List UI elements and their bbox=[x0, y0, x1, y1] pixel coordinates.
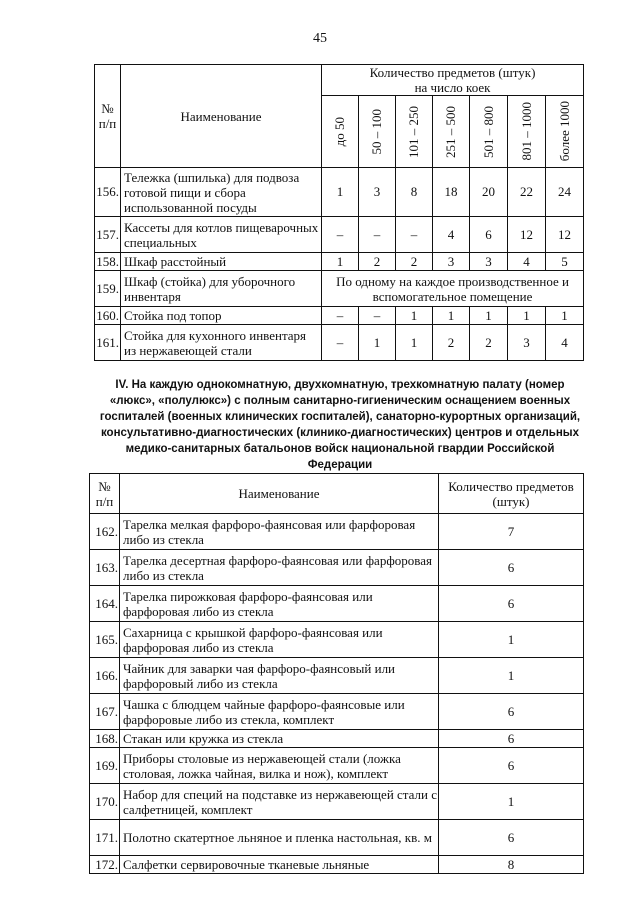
quantity-cell: 3 bbox=[470, 253, 508, 271]
row-number: 158. bbox=[96, 253, 119, 269]
row-number: 168. bbox=[90, 730, 120, 748]
quantity-cell: 4 bbox=[433, 217, 470, 253]
quantity-cell: 1 bbox=[396, 325, 433, 361]
item-name: Шкаф (стойка) для уборочного инвентаря bbox=[121, 271, 322, 307]
quantity-cell: 6 bbox=[439, 730, 584, 748]
quantity-cell: 5 bbox=[546, 253, 584, 271]
quantity-cell: 2 bbox=[433, 325, 470, 361]
quantity-cell: 1 bbox=[546, 307, 584, 325]
quantity-cell: 24 bbox=[546, 168, 584, 217]
header-quantity: Количество предметов (штук) bbox=[439, 474, 584, 514]
quantity-cell: 1 bbox=[470, 307, 508, 325]
item-name: Кассеты для котлов пищеварочных специальных bbox=[121, 217, 322, 253]
quantity-cell: 7 bbox=[439, 514, 584, 550]
quantity-cell: 2 bbox=[359, 253, 396, 271]
table-row bbox=[95, 271, 584, 307]
item-name: Шкаф расстойный bbox=[121, 253, 322, 271]
table-row bbox=[90, 748, 584, 784]
row-number: 166. bbox=[90, 658, 120, 694]
header-bed-range bbox=[508, 96, 546, 168]
header-bed-range bbox=[546, 96, 584, 168]
quantity-cell: 6 bbox=[439, 586, 584, 622]
row-number: 157. bbox=[95, 217, 121, 253]
bed-range-label: 101 – 250 bbox=[406, 105, 421, 158]
quantity-cell: 22 bbox=[508, 168, 546, 217]
item-name: Тарелка десертная фарфоро-фаянсовая или фарфоровая либо из стекла bbox=[120, 550, 439, 586]
section-iv-title: IV. На каждую однокомнатную, двухкомнатную, трехкомнатную палату (номер «люкс», «полулюкс») с полным санитарно-гигиеническим оснащением военных госпиталей (военных клинических госпиталей), санаторно-курортных организаций, консультативно-диагностических (клинико-диагностических) центров и отдельных медико-санитарных батальонов войск национальной гвардии Российской Федерации bbox=[99, 379, 581, 471]
row-number: 172. bbox=[90, 856, 120, 874]
quantity-cell: 12 bbox=[508, 217, 546, 253]
table-row bbox=[90, 730, 584, 748]
quantity-cell: – bbox=[359, 307, 396, 325]
header-bed-range bbox=[433, 96, 470, 168]
quantity-cell: 1 bbox=[322, 168, 359, 217]
table-row bbox=[90, 622, 584, 658]
table-row bbox=[95, 325, 584, 361]
quantity-cell: 6 bbox=[439, 748, 584, 784]
row-number: 163. bbox=[90, 550, 120, 586]
quantity-cell: 4 bbox=[508, 253, 546, 271]
table-row bbox=[95, 253, 584, 271]
table-row bbox=[90, 694, 584, 730]
room-items-table bbox=[89, 473, 584, 874]
item-name: Тарелка мелкая фарфоро-фаянсовая или фарфоровая либо из стекла bbox=[120, 514, 439, 550]
table-row bbox=[90, 856, 584, 874]
header-num: № п/п bbox=[95, 65, 121, 168]
quantity-cell: 1 bbox=[439, 658, 584, 694]
quantity-cell: 3 bbox=[359, 168, 396, 217]
quantity-cell: 1 bbox=[439, 622, 584, 658]
quantity-cell: 3 bbox=[433, 253, 470, 271]
quantity-cell: 6 bbox=[439, 820, 584, 856]
bed-range-label: 801 – 1000 bbox=[518, 102, 534, 161]
quantity-cell: 12 bbox=[546, 217, 584, 253]
row-number: 171. bbox=[90, 820, 120, 856]
quantity-cell: 1 bbox=[433, 307, 470, 325]
item-name: Тарелка пирожковая фарфоро-фаянсовая или фарфоровая либо из стекла bbox=[120, 586, 439, 622]
item-name: Стойка под топор bbox=[121, 307, 322, 325]
bed-count-table bbox=[94, 64, 584, 361]
quantity-cell: 6 bbox=[439, 694, 584, 730]
page-number: 45 bbox=[313, 31, 327, 46]
quantity-cell: 2 bbox=[396, 253, 433, 271]
quantity-cell: 18 bbox=[433, 168, 470, 217]
table-row bbox=[90, 514, 584, 550]
quantity-cell: 2 bbox=[470, 325, 508, 361]
item-name: Салфетки сервировочные тканевые льняные bbox=[120, 856, 439, 874]
item-name: Приборы столовые из нержавеющей стали (ложка столовая, ложка чайная, вилка и нож), комплект bbox=[120, 748, 439, 784]
header-bed-range bbox=[322, 96, 359, 168]
quantity-cell: 6 bbox=[439, 550, 584, 586]
table-row bbox=[90, 658, 584, 694]
item-name: Сахарница с крышкой фарфоро-фаянсовая или фарфоровая либо из стекла bbox=[120, 622, 439, 658]
row-number: 165. bbox=[90, 622, 120, 658]
table-row bbox=[95, 307, 584, 325]
row-number: 169. bbox=[90, 748, 120, 784]
header-bed-range bbox=[396, 96, 433, 168]
item-name: Стакан или кружка из стекла bbox=[120, 730, 439, 748]
row-number: 159. bbox=[95, 271, 121, 307]
row-number: 170. bbox=[90, 784, 120, 820]
row-number: 164. bbox=[90, 586, 120, 622]
row-number: 156. bbox=[95, 168, 121, 217]
quantity-cell: 1 bbox=[359, 325, 396, 361]
quantity-cell: 20 bbox=[470, 168, 508, 217]
header-num: № п/п bbox=[90, 474, 120, 514]
item-name: Набор для специй на подставке из нержавеющей стали с салфетницей, комплект bbox=[120, 784, 439, 820]
quantity-cell: – bbox=[322, 307, 359, 325]
row-number: 167. bbox=[90, 694, 120, 730]
bed-range-label: более 1000 bbox=[556, 101, 572, 162]
header-bed-range bbox=[470, 96, 508, 168]
quantity-cell: – bbox=[322, 325, 359, 361]
header-name: Наименование bbox=[121, 65, 322, 168]
quantity-cell: 6 bbox=[470, 217, 508, 253]
item-name: Чашка с блюдцем чайные фарфоро-фаянсовые или фарфоровые либо из стекла, комплект bbox=[120, 694, 439, 730]
table-row bbox=[95, 168, 584, 217]
item-name: Полотно скатертное льняное и пленка настольная, кв. м bbox=[120, 820, 439, 856]
quantity-cell: 1 bbox=[396, 307, 433, 325]
quantity-cell: – bbox=[322, 217, 359, 253]
quantity-cell: 3 bbox=[508, 325, 546, 361]
quantity-cell: 1 bbox=[322, 253, 359, 271]
quantity-cell: 4 bbox=[546, 325, 584, 361]
table-row bbox=[95, 217, 584, 253]
quantity-cell: 8 bbox=[396, 168, 433, 217]
table-row bbox=[90, 586, 584, 622]
item-name: Чайник для заварки чая фарфоро-фаянсовый или фарфоровый либо из стекла bbox=[120, 658, 439, 694]
row-number: 162. bbox=[90, 514, 120, 550]
item-name: Тележка (шпилька) для подвоза готовой пищи и сбора использованной посуды bbox=[121, 168, 322, 217]
item-name: Стойка для кухонного инвентаря из нержавеющей стали bbox=[121, 325, 322, 361]
header-name: Наименование bbox=[120, 474, 439, 514]
row-number: 160. bbox=[96, 307, 119, 323]
header-bed-range bbox=[359, 96, 396, 168]
bed-range-label: 251 – 500 bbox=[443, 105, 458, 158]
row-number: 161. bbox=[95, 325, 121, 361]
header-quantity-group: Количество предметов (штук) на число коек bbox=[322, 65, 584, 96]
bed-range-label: 501 – 800 bbox=[480, 105, 496, 158]
quantity-cell: 1 bbox=[439, 784, 584, 820]
merged-quantity-note: По одному на каждое производственное и вспомогательное помещение bbox=[322, 271, 584, 307]
table-row bbox=[90, 820, 584, 856]
bed-range-label: до 50 bbox=[332, 116, 347, 147]
table-row bbox=[90, 550, 584, 586]
bed-range-label: 50 – 100 bbox=[369, 108, 384, 155]
quantity-cell: 8 bbox=[439, 856, 584, 874]
quantity-cell: – bbox=[359, 217, 396, 253]
quantity-cell: – bbox=[396, 217, 433, 253]
table-row bbox=[90, 784, 584, 820]
quantity-cell: 1 bbox=[508, 307, 546, 325]
